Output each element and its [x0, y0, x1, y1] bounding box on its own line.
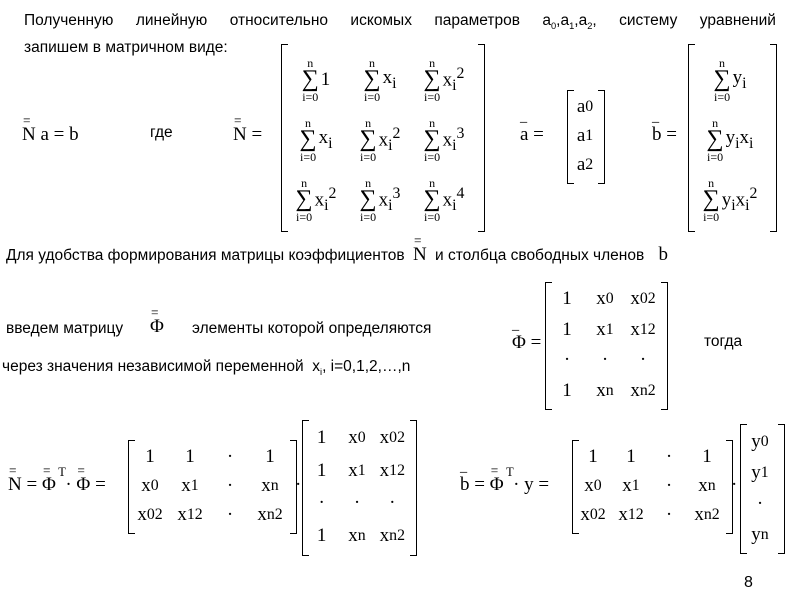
main-equation	[22, 124, 79, 146]
n-matrix-lhs: = N =	[233, 124, 262, 146]
phiT-cell: ·	[226, 474, 234, 496]
phi-matrix-grid	[548, 284, 662, 406]
phi-cell: x n 2	[630, 379, 656, 401]
matrix-N-inline: = N	[413, 244, 427, 266]
intro-word: искомых	[350, 12, 412, 29]
n-matrix-cell: n ∑ i=0 $x_i^4$	[423, 176, 465, 224]
y-vector-right-bracket	[778, 424, 785, 554]
phiT-cell: x 1	[181, 474, 199, 496]
n-matrix-cell: n ∑ i=0 $x_i$	[299, 116, 333, 164]
phi-cell: x 1	[596, 318, 614, 340]
vector-b-inline: b	[658, 244, 668, 265]
phi-cell: ·	[639, 349, 647, 371]
y-vector-item: ·	[756, 492, 764, 514]
phiT-cell: x n 2	[694, 504, 720, 526]
phiT-cell: x n 2	[257, 504, 283, 526]
text-line-3: через значения независимой переменной $x_i$, i=0,1,2,…,n	[2, 358, 411, 378]
phiT-cell: 1	[702, 445, 712, 467]
phi-cell: x n 2	[379, 524, 405, 546]
phi-cell: 1	[562, 288, 572, 310]
phiT-cell: 1	[185, 445, 195, 467]
n-matrix-cell: n ∑ i=0 $x_i^3$	[359, 176, 401, 224]
bottom-b-phiT-grid	[574, 442, 726, 530]
phi-cell: x n	[348, 524, 366, 546]
y-vector-item: y 0	[751, 430, 769, 452]
phi-cell: x 0 2	[630, 288, 656, 310]
equation-rhs: = b	[53, 124, 79, 145]
intro-line-1	[24, 10, 776, 37]
intro-word: систему	[619, 12, 678, 29]
phiT-cell: x 0 2	[580, 504, 606, 526]
phiT-cell: x 1	[622, 474, 640, 496]
b-vector-right-bracket	[770, 44, 777, 232]
phiT-cell: x 0	[584, 474, 602, 496]
gde-label: где	[150, 124, 173, 141]
b-vector-grid	[690, 50, 770, 230]
n-matrix-cell: n ∑ i=0 $x_i^3$	[423, 116, 465, 164]
a-vector-item: a 1	[576, 124, 594, 146]
phi-cell: x n	[596, 379, 614, 401]
phiT-cell: ·	[665, 474, 673, 496]
phiT-cell: 1	[265, 445, 275, 467]
vector-a-symbol: a	[40, 124, 49, 145]
a-vector-grid	[570, 92, 600, 180]
phi-cell: x 0	[596, 288, 614, 310]
phiT-cell: x n	[698, 474, 716, 496]
text-line-1-middle: и столбца свободных членов	[434, 247, 645, 264]
text-line-2-right: элементы которой определяются	[192, 320, 432, 337]
phi-cell: x 1 2	[630, 318, 656, 340]
y-vector-grid	[742, 426, 778, 550]
bottom-N-lhs: = N = = Φ T · = Φ =	[8, 474, 106, 496]
phi-matrix-right-bracket	[661, 282, 668, 410]
intro-word: уравнений	[699, 12, 776, 29]
a-vector-lhs: – a =	[520, 124, 544, 146]
matrix-Phi-inline: = Φ	[150, 316, 164, 338]
phiT-cell: 1	[626, 445, 636, 467]
phiT-cell: x 0	[141, 474, 159, 496]
n-matrix-cell: n ∑ i=0 1	[301, 56, 331, 104]
y-vector-item: y 1	[751, 461, 769, 483]
phi-cell: x 0	[348, 427, 366, 449]
phi-cell: x 1 2	[379, 459, 405, 481]
intro-word: параметров	[434, 12, 520, 29]
tagda-label: тогда	[704, 333, 743, 350]
phi-cell: 1	[562, 318, 572, 340]
phiT-cell: x 1 2	[618, 504, 644, 526]
phiT-cell: 1	[588, 445, 598, 467]
phiT-cell: ·	[226, 445, 234, 467]
b-vector-lhs: – b =	[652, 124, 677, 146]
phi-matrix-lhs: – Φ =	[512, 332, 541, 354]
n-matrix-cell: n ∑ i=0 $x_i^2$	[423, 56, 465, 104]
n-matrix-cell: n ∑ i=0 $x_i^2$	[359, 116, 401, 164]
intro-word: относительно	[229, 12, 329, 29]
phi-cell: 1	[316, 524, 327, 546]
n-matrix-grid	[284, 50, 476, 230]
n-matrix-cell: n ∑ i=0 $x_i$	[363, 56, 397, 104]
a-vector-item: a 0	[576, 95, 594, 117]
phiT-cell: x n	[261, 474, 279, 496]
phi-cell: x 1	[348, 459, 366, 481]
phi-cell: 1	[316, 427, 327, 449]
text-line-1-before: Для удобства формирования матрицы коэффициентов	[6, 247, 405, 264]
intro-line-2: запишем в матричном виде:	[24, 39, 228, 57]
bottom-b-lhs: – b = = Φ T · y =	[460, 474, 549, 496]
n-matrix-right-bracket	[478, 44, 485, 232]
phi-cell: x 0 2	[379, 427, 405, 449]
bottom-N-phi-grid	[304, 422, 410, 552]
b-vector-item: n ∑ i=0 $y_ix_i$	[706, 116, 754, 164]
n-matrix-cell: n ∑ i=0 $x_i^2$	[295, 176, 337, 224]
text-line-1	[6, 244, 668, 266]
phi-cell: 1	[562, 379, 572, 401]
variable-range: $x_i$, i=0,1,2,…,n	[312, 358, 411, 378]
phi-cell: ·	[601, 349, 609, 371]
bottom-N-phi-right-bracket	[410, 420, 417, 556]
matrix-N-symbol: = N	[22, 124, 36, 146]
phiT-cell: ·	[226, 504, 234, 526]
text-line-2-left: введем матрицу	[6, 320, 124, 337]
b-vector-item: n ∑ i=0 $y_i$	[713, 56, 747, 104]
intro-word: Полученную	[24, 12, 114, 29]
b-vector-item: n ∑ i=0 $y_ix_i^2$	[702, 176, 758, 224]
phiT-cell: 1	[145, 445, 155, 467]
intro-word-params: $а_0,а_1,а_2$,	[542, 12, 597, 32]
page-number: 8	[744, 574, 753, 591]
phiT-cell: x 1 2	[177, 504, 203, 526]
phi-cell: ·	[318, 492, 325, 514]
phi-cell: ·	[389, 492, 396, 514]
phiT-cell: x 0 2	[137, 504, 163, 526]
phiT-cell: ·	[665, 445, 673, 467]
bottom-N-dot: ·	[295, 474, 302, 495]
phi-cell: 1	[316, 459, 327, 481]
intro-word: линейную	[135, 12, 208, 29]
bottom-b-dot: ·	[731, 474, 738, 495]
a-vector-item: a 2	[576, 154, 594, 176]
y-vector-item: y n	[751, 523, 769, 545]
bottom-N-phiT-grid	[130, 442, 290, 530]
phi-cell: ·	[353, 492, 361, 514]
phiT-cell: ·	[665, 504, 673, 526]
phi-cell: ·	[563, 349, 571, 371]
